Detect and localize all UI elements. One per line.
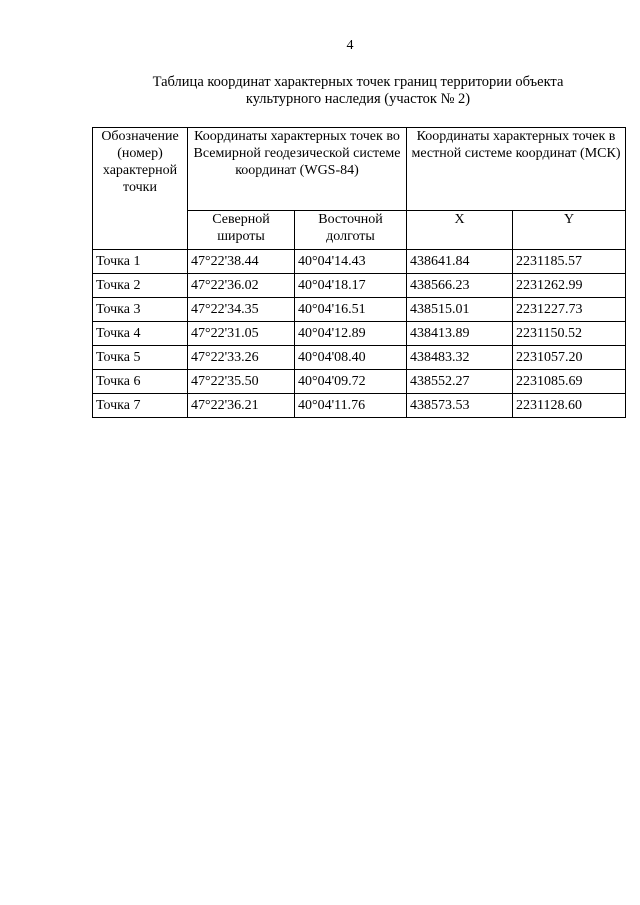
header-y: Y — [513, 211, 626, 250]
header-wgs-group: Координаты характерных точек во Всемирной геодезической системе координат (WGS-84) — [188, 128, 407, 211]
header-east-longitude: Восточной долготы — [295, 211, 407, 250]
cell-y: 2231128.60 — [513, 394, 626, 418]
cell-latitude: 47°22'34.35 — [188, 298, 295, 322]
cell-y: 2231150.52 — [513, 322, 626, 346]
cell-x: 438413.89 — [407, 322, 513, 346]
cell-x: 438566.23 — [407, 274, 513, 298]
cell-y: 2231227.73 — [513, 298, 626, 322]
table-header-row — [93, 128, 626, 211]
cell-y: 2231085.69 — [513, 370, 626, 394]
cell-x: 438573.53 — [407, 394, 513, 418]
header-x: X — [407, 211, 513, 250]
cell-latitude: 47°22'33.26 — [188, 346, 295, 370]
cell-y: 2231262.99 — [513, 274, 626, 298]
table-row — [93, 370, 626, 394]
page-number: 4 — [346, 38, 354, 53]
cell-point: Точка 3 — [93, 298, 188, 322]
table-row — [93, 346, 626, 370]
cell-latitude: 47°22'36.21 — [188, 394, 295, 418]
coordinates-table — [92, 127, 626, 418]
title-line-1: Таблица координат характерных точек границ территории объекта — [152, 74, 564, 90]
cell-x: 438552.27 — [407, 370, 513, 394]
cell-latitude: 47°22'31.05 — [188, 322, 295, 346]
table-row — [93, 274, 626, 298]
cell-point: Точка 7 — [93, 394, 188, 418]
cell-y: 2231057.20 — [513, 346, 626, 370]
header-designation: Обозначение (номер) характерной точки — [93, 128, 188, 250]
header-north-latitude: Северной широты — [188, 211, 295, 250]
cell-x: 438515.01 — [407, 298, 513, 322]
title-line-2: культурного наследия (участок № 2) — [245, 91, 471, 107]
cell-longitude: 40°04'09.72 — [295, 370, 407, 394]
cell-point: Точка 4 — [93, 322, 188, 346]
header-msk-group: Координаты характерных точек в местной системе координат (МСК) — [407, 128, 626, 211]
table-row — [93, 394, 626, 418]
cell-longitude: 40°04'12.89 — [295, 322, 407, 346]
cell-latitude: 47°22'38.44 — [188, 250, 295, 274]
cell-longitude: 40°04'11.76 — [295, 394, 407, 418]
cell-latitude: 47°22'35.50 — [188, 370, 295, 394]
table-row — [93, 298, 626, 322]
cell-point: Точка 2 — [93, 274, 188, 298]
document-title — [92, 74, 624, 108]
table-row — [93, 322, 626, 346]
cell-point: Точка 6 — [93, 370, 188, 394]
cell-latitude: 47°22'36.02 — [188, 274, 295, 298]
cell-x: 438641.84 — [407, 250, 513, 274]
table-row — [93, 250, 626, 274]
cell-longitude: 40°04'14.43 — [295, 250, 407, 274]
cell-longitude: 40°04'18.17 — [295, 274, 407, 298]
cell-x: 438483.32 — [407, 346, 513, 370]
cell-longitude: 40°04'08.40 — [295, 346, 407, 370]
cell-longitude: 40°04'16.51 — [295, 298, 407, 322]
cell-y: 2231185.57 — [513, 250, 626, 274]
cell-point: Точка 5 — [93, 346, 188, 370]
cell-point: Точка 1 — [93, 250, 188, 274]
